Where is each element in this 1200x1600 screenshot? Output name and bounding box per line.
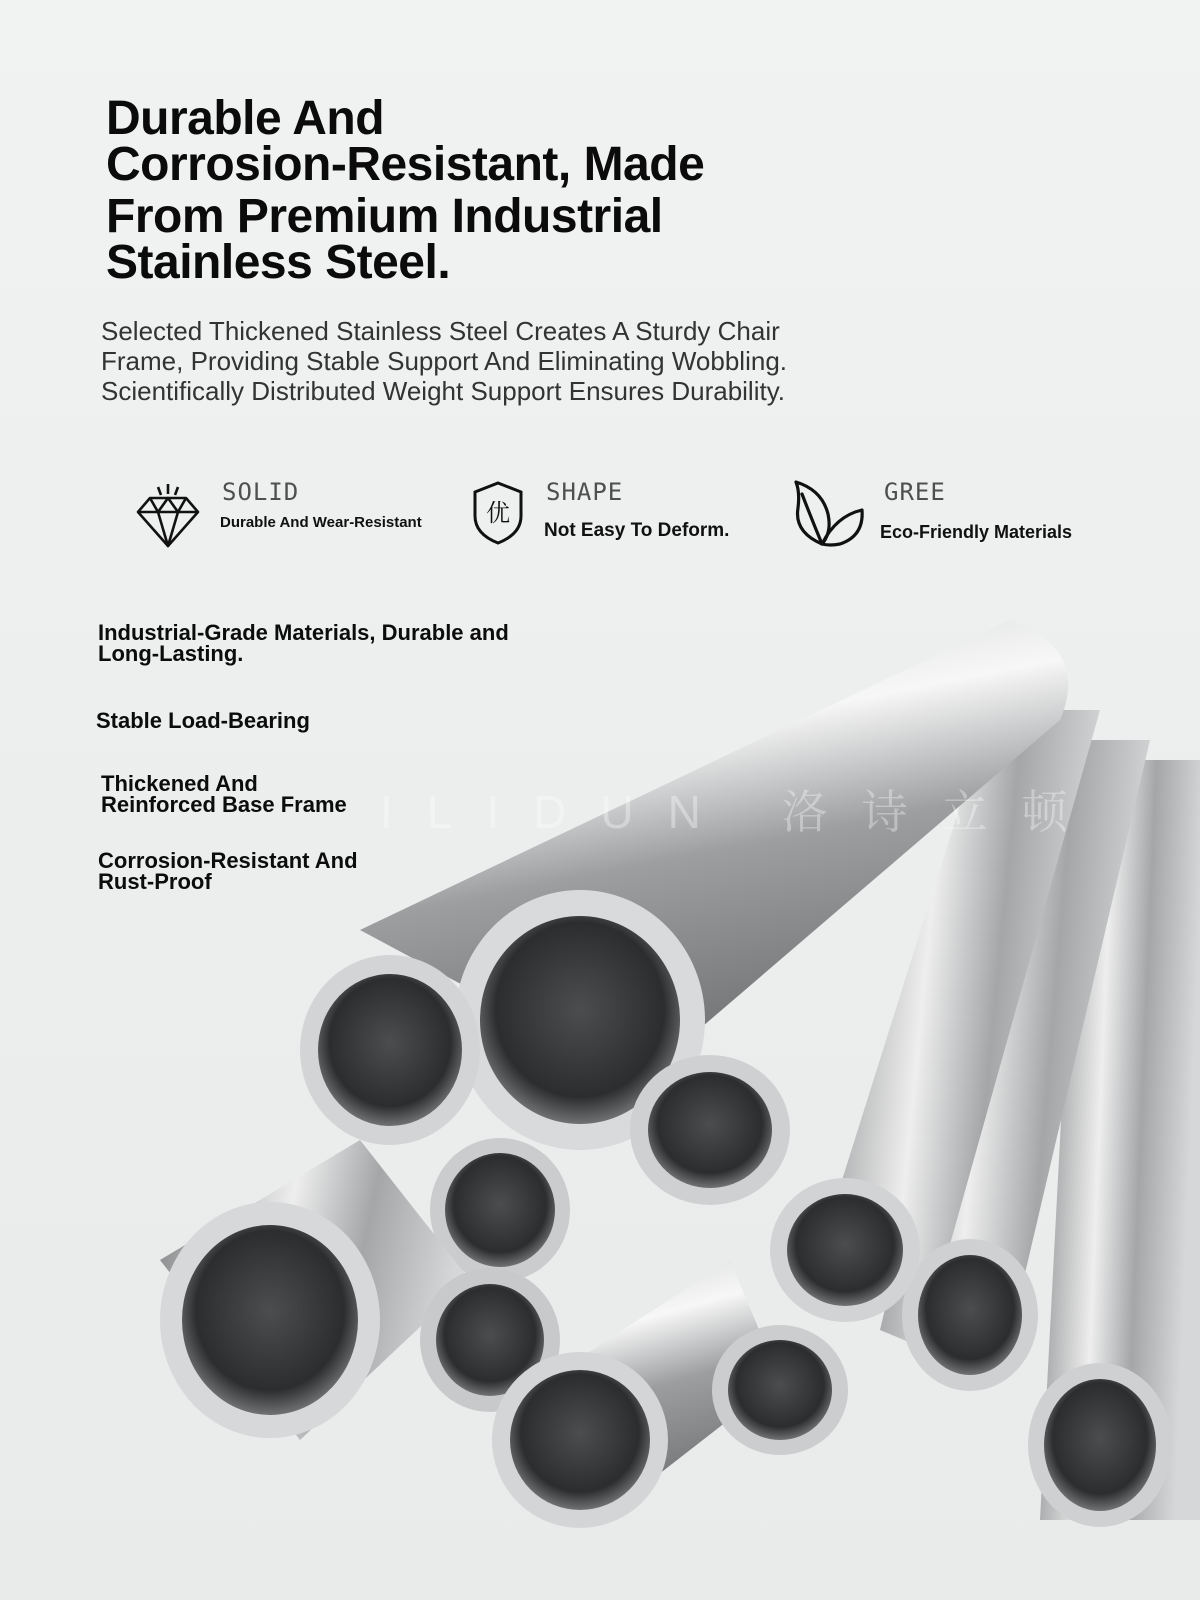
- feature-tag-solid: SOLID: [222, 478, 300, 506]
- description: [101, 316, 901, 406]
- headline-line-4: Stainless Steel.: [106, 236, 451, 289]
- shield-badge-icon: [472, 480, 524, 546]
- leaf-icon: [792, 480, 866, 548]
- svg-text:优: 优: [486, 499, 510, 527]
- feature-title-durable: Durable And Wear-Resistant: [220, 514, 422, 531]
- headline-line-3: From Premium Industrial: [106, 190, 663, 243]
- point-3-line-2: Reinforced Base Frame: [101, 792, 347, 817]
- point-industrial-grade: [98, 622, 509, 664]
- description-line-2: Frame, Providing Stable Support And Eliminating Wobbling.: [101, 346, 788, 376]
- feature-title-eco: Eco-Friendly Materials: [880, 522, 1073, 542]
- point-1-line-1: Industrial-Grade Materials, Durable and: [98, 620, 509, 645]
- point-reinforced-frame: [101, 773, 347, 815]
- point-1-line-2: Long-Lasting.: [98, 641, 244, 666]
- feature-shape: [472, 480, 752, 550]
- diamond-icon: [136, 480, 200, 550]
- feature-title-shape: Not Easy To Deform.: [544, 520, 730, 541]
- point-load-bearing: [96, 710, 310, 731]
- point-4-line-1: Corrosion-Resistant And: [98, 848, 358, 873]
- headline: [106, 92, 746, 289]
- headline-line-1: Durable And: [106, 92, 385, 145]
- point-4-line-2: Rust-Proof: [98, 869, 212, 894]
- feature-durable: [136, 480, 436, 550]
- feature-eco: [792, 480, 1092, 550]
- description-line-3: Scientifically Distributed Weight Support Ensures Durability.: [101, 376, 785, 406]
- point-2-line-1: Stable Load-Bearing: [96, 708, 310, 733]
- point-3-line-1: Thickened And: [101, 771, 258, 796]
- brand-watermark: ILIDUN 洛诗立顿: [380, 786, 1102, 838]
- feature-tag-gree: GREE: [884, 478, 946, 506]
- feature-tag-shape: SHAPE: [546, 478, 624, 506]
- description-line-1: Selected Thickened Stainless Steel Creates A Sturdy Chair: [101, 316, 780, 346]
- headline-line-2: Corrosion-Resistant, Made: [106, 138, 705, 191]
- point-rust-proof: [98, 850, 358, 892]
